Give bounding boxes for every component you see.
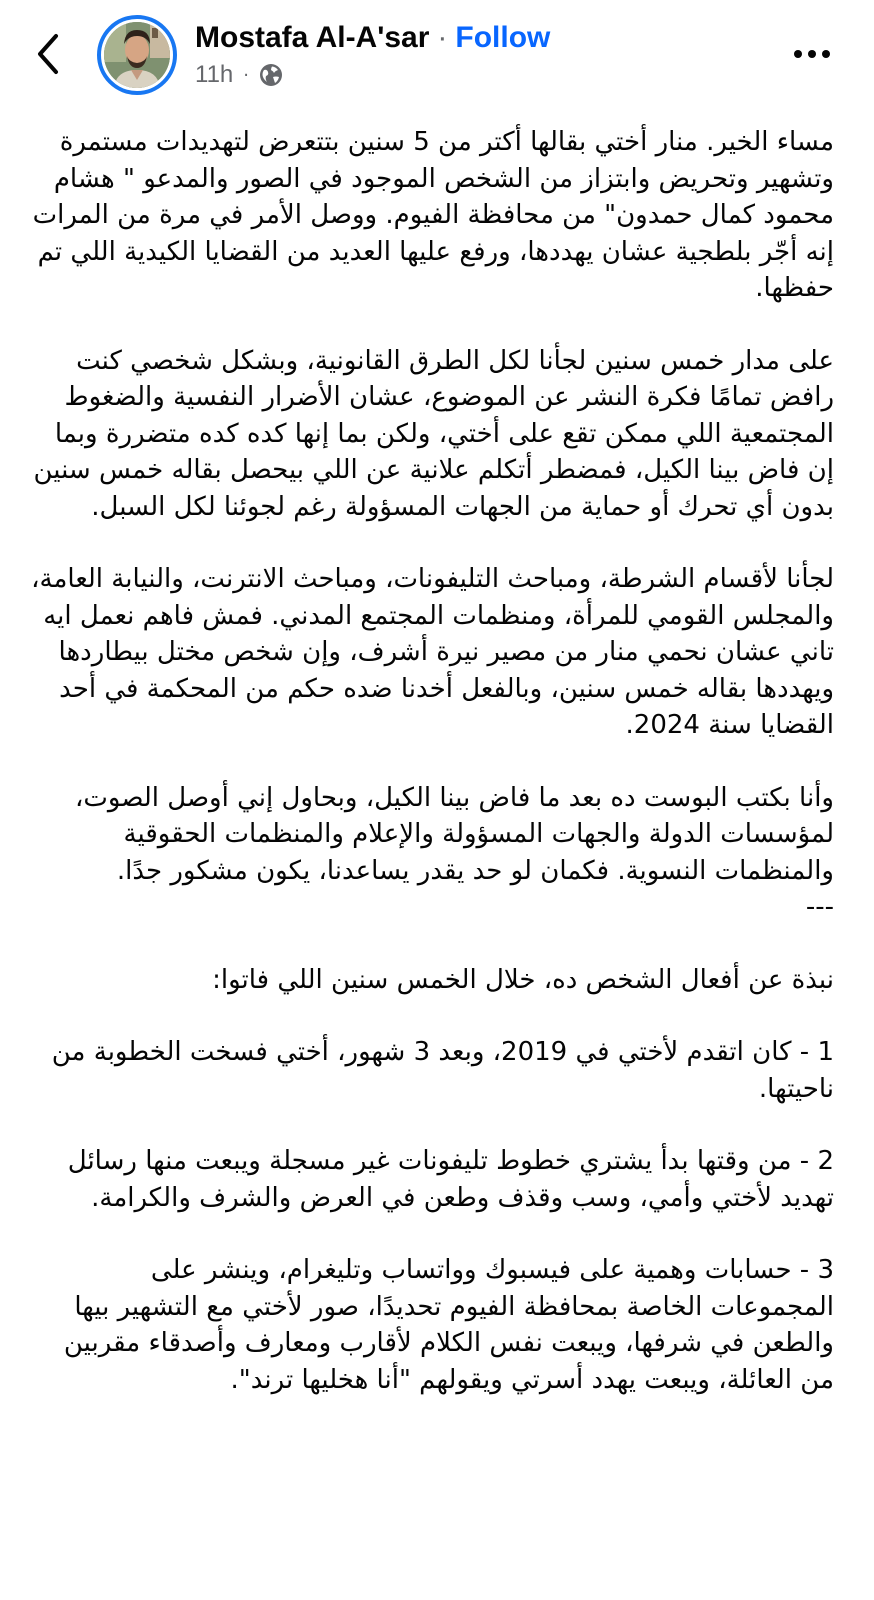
post-paragraph: 3 - حسابات وهمية على فيسبوك وواتساب وتليغرام، وينشر على المجموعات الخاصة بمحافظة الفيوم تحديدًا، صور لأختي مع التشهير بيها والطعن في شرفها، ويبعت نفس الكلام لأقارب ومعارف وأصدقاء مقربين من العائلة، ويبعت يهدد أسرتي ويقولهم "أنا هخليها ترند".	[63, 1255, 834, 1395]
post-divider: ---	[805, 892, 834, 922]
author-name[interactable]: Mostafa Al-A'sar	[195, 21, 430, 54]
avatar[interactable]	[97, 15, 177, 95]
meta-separator: ·	[243, 64, 249, 86]
post-paragraph: على مدار خمس سنين لجأنا لكل الطرق القانونية، وبشكل شخصي كنت رافض تمامًا فكرة النشر عن الموضوع، عشان الأضرار النفسية والضغوط المجتمعية اللي ممكن تقع على أختي، ولكن بما إنها كده كده متضررة وبما إن فاض بينا الكيل، فمضطر أتكلم علانية عن اللي بيحصل بقاله خمس سنين بدون أي تحرك أو حماية من الجهات المسؤولة رغم لجوئنا لكل السبل.	[33, 345, 834, 522]
name-separator: ·	[437, 21, 448, 54]
post-paragraph: نبذة عن أفعال الشخص ده، خلال الخمس سنين اللي فاتوا:	[212, 964, 834, 995]
post-body	[28, 124, 834, 1434]
more-dot	[808, 50, 816, 58]
back-button[interactable]	[28, 30, 68, 78]
post-paragraph: لجأنا لأقسام الشرطة، ومباحث التليفونات، ومباحث الانترنت، والنيابة العامة، والمجلس القومي للمرأة، ومنظمات المجتمع المدني. فمش فاهم نعمل ايه تاني عشان نحمي منار من مصير نيرة أشرف، وإن شخص مختل بيطاردها ويهددها بقاله خمس سنين، وبالفعل أخدنا ضده حكم من المحكمة في أحد القضايا سنة 2024.	[31, 564, 834, 740]
more-dot	[822, 50, 830, 58]
globe-icon	[259, 63, 283, 87]
post-paragraph: 2 - من وقتها بدأ يشتري خطوط تليفونات غير مسجلة ويبعت منها رسائل تهديد لأختي وأمي، وسب وقذف وطعن في العرض والشرف والكرامة.	[67, 1146, 834, 1213]
chevron-left-icon	[36, 33, 60, 75]
follow-button[interactable]: Follow	[455, 21, 551, 54]
post-timestamp[interactable]: 11h	[195, 61, 234, 88]
post-paragraph: وأنا بكتب البوست ده بعد ما فاض بينا الكيل، وبحاول إني أوصل الصوت، لمؤسسات الدولة والجهات المسؤولة والإعلام والمنظمات الحقوقية والمنظمات النسوية. فكمان لو حد يقدر يساعدنا، يكون مشكور جدًا.	[75, 782, 834, 886]
post-paragraph: 1 - كان اتقدم لأختي في 2019، وبعد 3 شهور، أختي فسخت الخطوبة من ناحيتها.	[51, 1037, 834, 1104]
more-options-button[interactable]	[790, 36, 834, 72]
post-header	[0, 0, 874, 110]
profile-photo	[104, 22, 170, 88]
more-dot	[794, 50, 802, 58]
post-paragraph: مساء الخير. منار أختي بقالها أكتر من 5 سنين بتتعرض لتهديدات مستمرة وتشهير وتحريض وابتزاز من الشخص الموجود في الصور والمدعو " هشام محمود كمال حمدون" من محافظة الفيوم. ووصل الأمر في مرة من المرات إنه أجّر بلطجية عشان يهددها، ورفع عليها العديد من القضايا الكيدية اللي تم حفظها.	[32, 127, 834, 303]
